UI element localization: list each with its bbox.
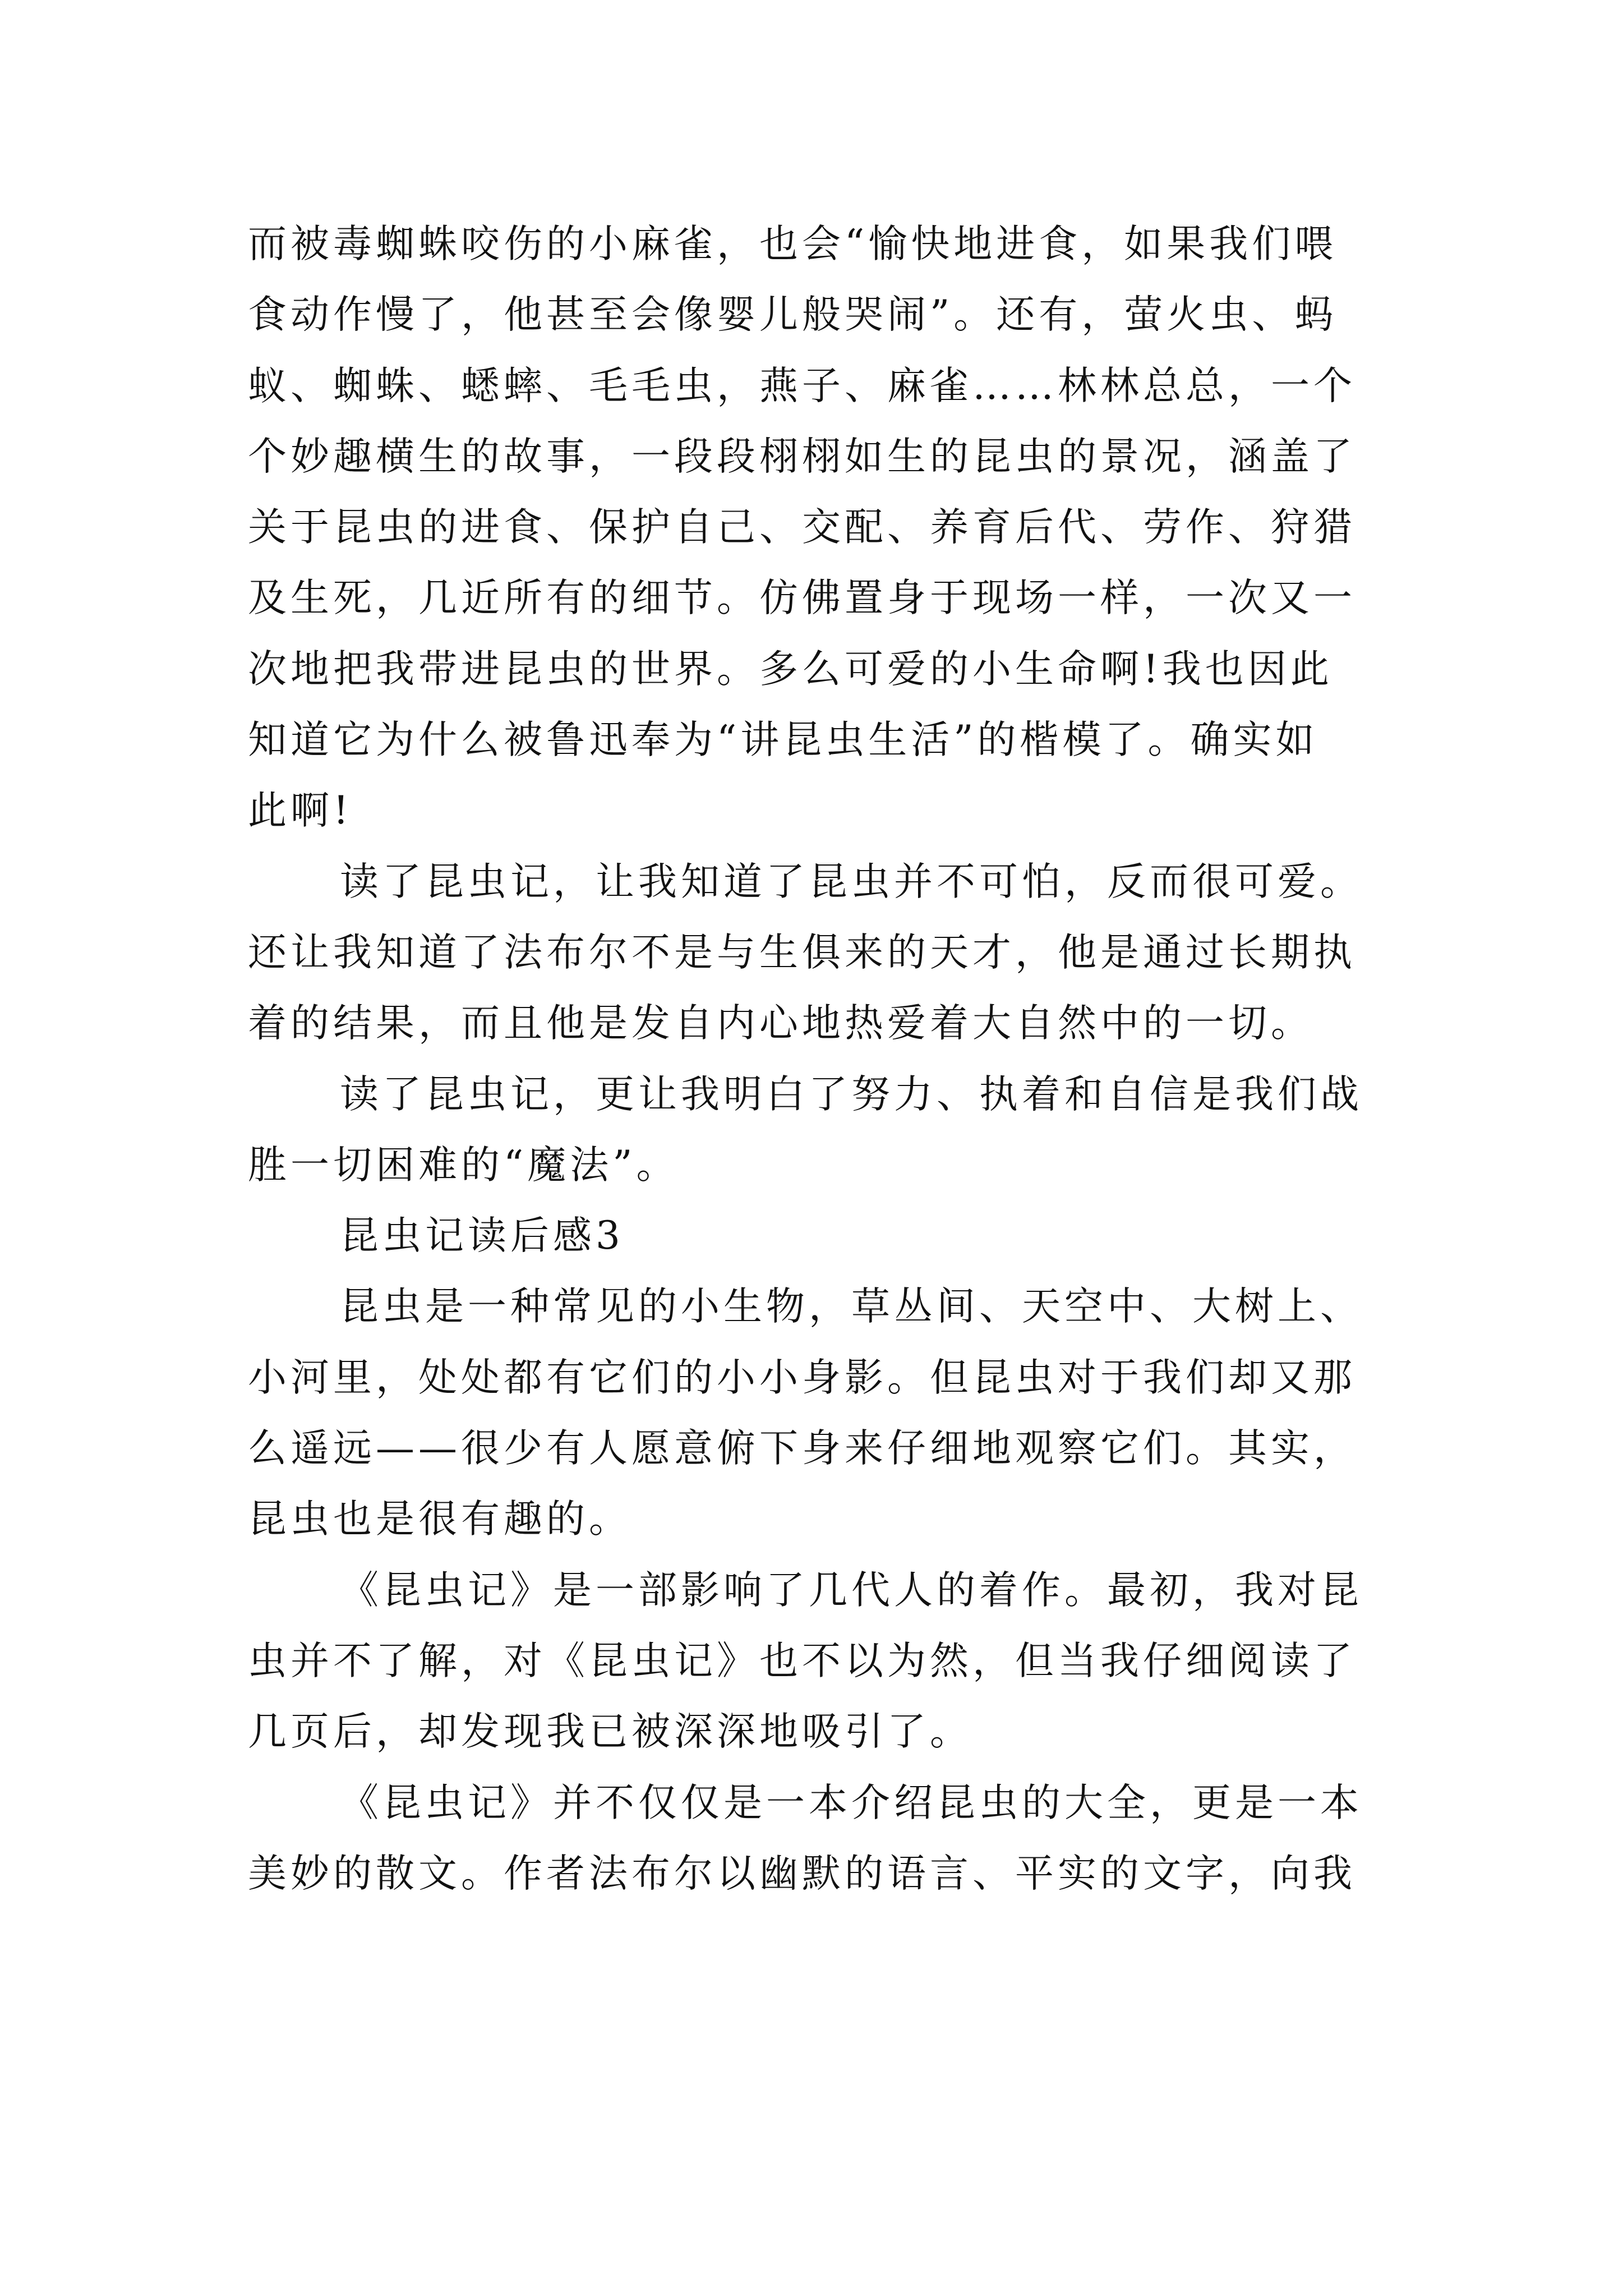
paragraph-5: 《昆虫记》是一部影响了几代人的着作。最初，我对昆 虫并不了解，对《昆虫记》也不以为然，但当我仔细阅读了 几页后，却发现我已被深深地吸引了。 [248,1567,1363,1755]
document-body [248,209,1392,1909]
paragraph-2: 读了昆虫记，让我知道了昆虫并不可怕，反而很可爱。 还让我知道了法布尔不是与生俱来的天才，他是通过长期执 着的结果，而且他是发自内心地热爱着大自然中的一切。 [248,859,1363,1046]
paragraph-4: 昆虫是一种常见的小生物，草丛间、天空中、大树上、 小河里，处处都有它们的小小身影。但昆虫对于我们却又那 么遥远——很少有人愿意俯下身来仔细地观察它们。其实， 昆虫也是很有趣的。 [248,1284,1363,1542]
paragraph-1: 而被毒蜘蛛咬伤的小麻雀，也会“愉快地进食，如果我们喂 食动作慢了，他甚至会像婴儿般哭闹”。还有，萤火虫、蚂 蚁、蜘蛛、蟋蟀、毛毛虫，燕子、麻雀……林林总总，一个 个妙趣横生的故事，一段段栩栩如生的昆虫的景况，涵盖了 关于昆虫的进食、保护自己、交配、养育后代、劳作、狩猎 及生死，几近所有的细节。仿佛置身于现场一样，一次又一 次地把我带进昆虫的世界。多么可爱的小生命啊!我也因此 知道它为什么被鲁迅奉为“讲昆虫生活”的楷模了。确实如 此啊! [248,222,1356,834]
paragraph-3: 读了昆虫记，更让我明白了努力、执着和自信是我们战 胜一切困难的“魔法”。 [248,1071,1363,1188]
paragraph-6: 《昆虫记》并不仅仅是一本介绍昆虫的大全，更是一本 美妙的散文。作者法布尔以幽默的语言、平实的文字，向我 [248,1780,1363,1896]
section-heading: 昆虫记读后感3 [340,1213,624,1259]
